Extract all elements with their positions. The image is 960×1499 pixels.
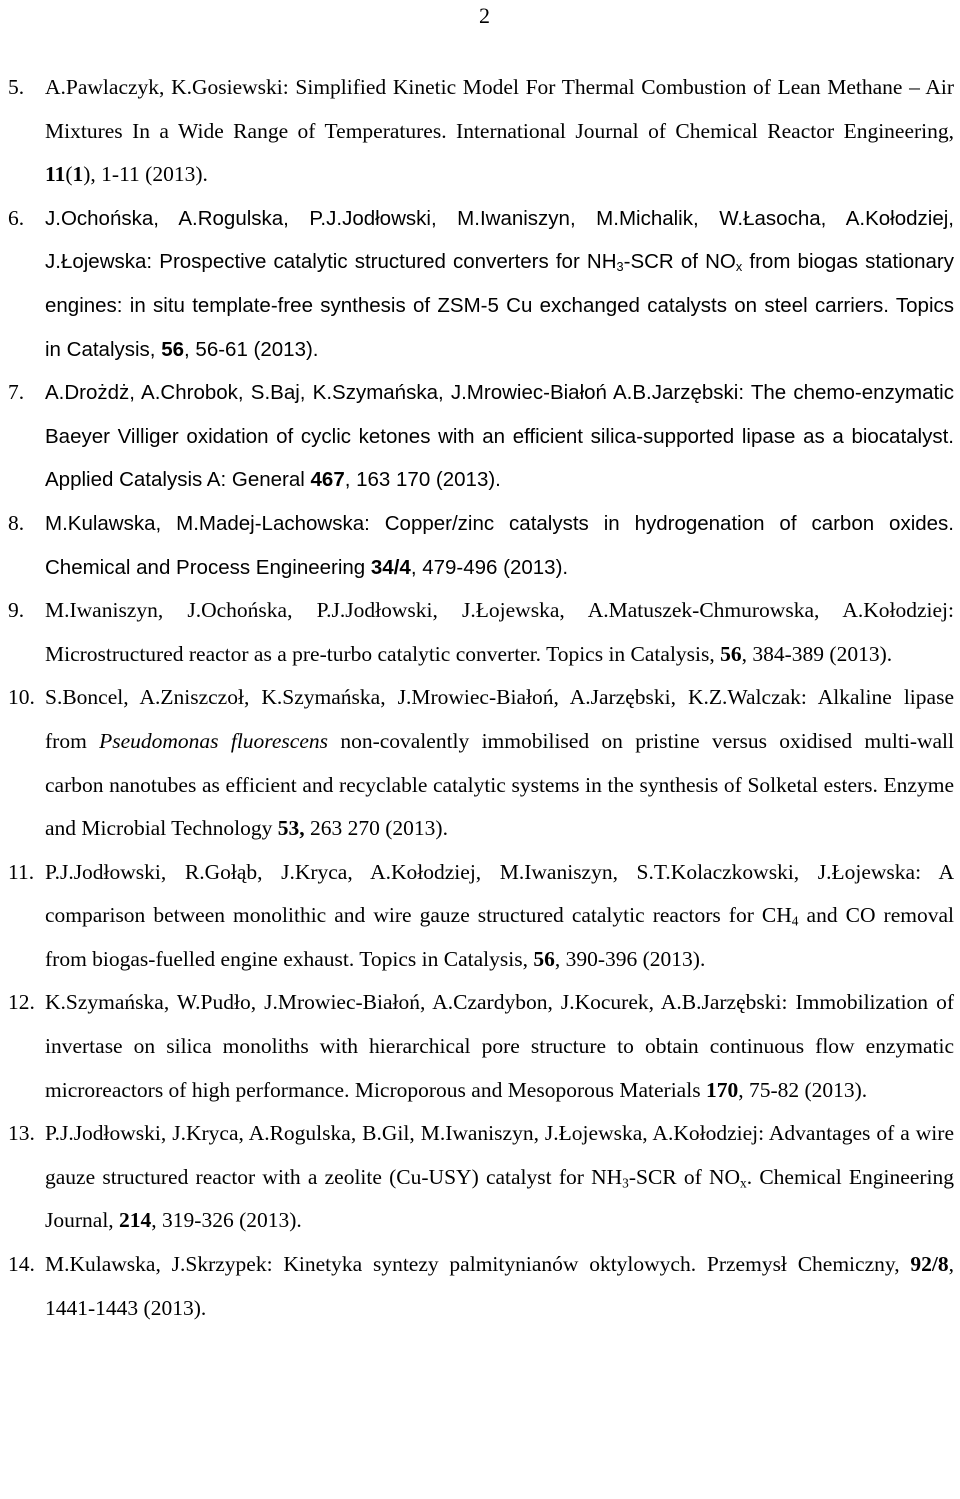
reference-number: 8.	[8, 510, 25, 535]
reference-title: Simplified Kinetic Model For Thermal Combustion of Lean Methane – Air Mixtures In a Wide Range of Temperatures.	[45, 75, 955, 143]
reference-pages: 263 270 (2013).	[310, 816, 448, 841]
reference-issue: 1	[72, 162, 84, 187]
reference-authors: A.Drożdż, A.Chrobok, S.Baj, K.Szymańska, J.Mrowiec-Białoń A.B.Jarzębski:	[45, 381, 745, 405]
reference-text	[45, 851, 954, 982]
reference-text	[45, 1243, 954, 1330]
reference-volume: 467	[310, 468, 345, 492]
reference-journal: Chemical Engineering Journal,	[45, 1164, 954, 1233]
reference-authors: P.J.Jodłowski, J.Kryca, A.Rogulska, B.Gil, M.Iwaniszyn, J.Łojewska, A.Kołodziej:	[45, 1121, 765, 1146]
reference-text	[45, 66, 954, 197]
reference-item-7	[8, 371, 954, 502]
reference-text	[45, 589, 954, 676]
reference-authors: A.Pawlaczyk, K.Gosiewski:	[45, 75, 289, 99]
reference-pages: , 319-326 (2013).	[151, 1208, 302, 1233]
reference-journal: Enzyme and Microbial Technology	[45, 772, 954, 841]
reference-journal: Topics in Catalysis,	[45, 293, 955, 361]
reference-number: 13.	[8, 1121, 35, 1146]
reference-authors: M.Iwaniszyn, J.Ochońska, P.J.Jodłowski, J.Łojewska, A.Matuszek-Chmurowska, A.Kołodziej:	[45, 598, 954, 623]
reference-title: Advantages of a wire gauze structured reactor with a zeolite (Cu-USY) catalyst for $NH_3$-SCR of $NO_x$.	[45, 1121, 954, 1191]
reference-pages: , 75-82 (2013).	[738, 1077, 868, 1102]
reference-issue-close: ),	[83, 162, 96, 187]
reference-item-8	[8, 502, 954, 589]
reference-journal: Applied Catalysis A: General	[45, 468, 305, 492]
reference-pages: 1-11 (2013).	[101, 162, 208, 187]
reference-pages: , 384-389 (2013).	[741, 641, 893, 666]
reference-volume: 56	[533, 946, 555, 971]
reference-item-9	[8, 589, 954, 676]
reference-authors: P.J.Jodłowski, R.Gołąb, J.Kryca, A.Kołodziej, M.Iwaniszyn, S.T.Kolaczkowski, J.Łojewska:	[45, 859, 922, 884]
reference-volume: 11	[45, 162, 66, 187]
reference-authors: K.Szymańska, W.Pudło, J.Mrowiec-Białoń, A.Czardybon, J.Kocurek, A.B.Jarzębski:	[45, 990, 788, 1015]
reference-item-5	[8, 66, 954, 197]
reference-item-13	[8, 1112, 954, 1243]
reference-journal: Microporous and Mesoporous Materials	[354, 1077, 701, 1102]
reference-text	[45, 981, 954, 1112]
reference-number: 11.	[8, 859, 35, 884]
reference-authors: M.Kulawska, J.Skrzypek:	[45, 1252, 273, 1277]
reference-pages: , 56-61 (2013).	[184, 337, 319, 361]
reference-number: 12.	[8, 990, 35, 1015]
reference-authors: S.Boncel, A.Zniszczoł, K.Szymańska, J.Mrowiec-Białoń, A.Jarzębski, K.Z.Walczak:	[45, 685, 807, 710]
reference-volume: 34/4	[370, 555, 411, 579]
reference-pages: , 390-396 (2013).	[554, 946, 706, 971]
reference-item-10	[8, 676, 954, 850]
reference-journal: Przemysł Chemiczny,	[706, 1252, 900, 1277]
reference-item-11	[8, 851, 954, 982]
reference-title: A comparison between monolithic and wire gauze structured catalytic reactors for $CH_4$ and CO removal from biogas-fuelled engine exhaust.	[45, 859, 954, 971]
reference-number: 9.	[8, 598, 25, 623]
reference-volume: 53,	[277, 816, 305, 841]
reference-title: Kinetyka syntezy palmitynianów oktylowych.	[283, 1252, 697, 1277]
page-number: 2	[479, 3, 490, 28]
reference-pages: , 163 170 (2013).	[344, 468, 501, 492]
reference-item-6	[8, 197, 954, 371]
reference-authors: J.Ochońska, A.Rogulska, P.J.Jodłowski, M.Iwaniszyn, M.Michalik, W.Łasocha, A.Kołodziej, J.Łojewska:	[45, 206, 954, 274]
reference-number: 6.	[8, 205, 25, 230]
reference-pages: , 1441-1443 (2013).	[45, 1252, 954, 1320]
reference-journal: Chemical and Process Engineering	[45, 555, 366, 579]
species-name: Pseudomonas fluorescens	[99, 728, 328, 753]
reference-journal: Topics in Catalysis,	[546, 641, 715, 666]
reference-title: Microstructured reactor as a pre-turbo catalytic converter.	[45, 641, 542, 666]
reference-pages: , 479-496 (2013).	[410, 555, 569, 579]
reference-title: Copper/zinc catalysts in hydrogenation of carbon oxides.	[384, 511, 954, 535]
reference-issue-open: (	[65, 162, 73, 187]
reference-number: 7.	[8, 380, 25, 405]
reference-volume: 56	[720, 641, 742, 666]
reference-text	[45, 676, 954, 850]
reference-number: 14.	[8, 1252, 35, 1277]
reference-list	[8, 66, 954, 1330]
reference-volume: 170	[705, 1077, 739, 1102]
reference-title: Immobilization of invertase on silica monoliths with hierarchical pore structure to obtain continuous flow enzymatic microreactors of high performance.	[45, 990, 955, 1102]
reference-text	[45, 371, 954, 502]
reference-volume: 214	[119, 1208, 152, 1233]
reference-volume: 56	[161, 337, 185, 361]
reference-volume: 92/8	[910, 1252, 949, 1277]
reference-title: Prospective catalytic structured converters for $NH_3$-SCR of $NO_x$ from biogas stationary engines: in situ template-free synthesis of ZSM-5 Cu exchanged catalysts on steel carriers.	[45, 250, 954, 317]
reference-title: The chemo-enzymatic Baeyer Villiger oxidation of cyclic ketones with an efficient silica-supported lipase as a biocatalyst.	[45, 381, 954, 448]
reference-journal: International Journal of Chemical Reactor Engineering,	[456, 118, 955, 143]
reference-text	[45, 502, 954, 589]
reference-authors: M.Kulawska, M.Madej-Lachowska:	[45, 511, 370, 535]
reference-text	[45, 197, 954, 371]
reference-journal: Topics in Catalysis,	[359, 946, 528, 971]
reference-title: Alkaline lipase from Pseudomonas fluorescens non-covalently immobilised on pristine versus oxidised multi-wall carbon nanotubes as efficient and recyclable catalytic systems in the synthesis of Solketal esters.	[45, 685, 954, 797]
reference-item-12	[8, 981, 954, 1112]
reference-number: 5.	[8, 75, 25, 99]
reference-number: 10.	[8, 685, 35, 710]
reference-text	[45, 1112, 954, 1243]
reference-item-14	[8, 1243, 954, 1330]
